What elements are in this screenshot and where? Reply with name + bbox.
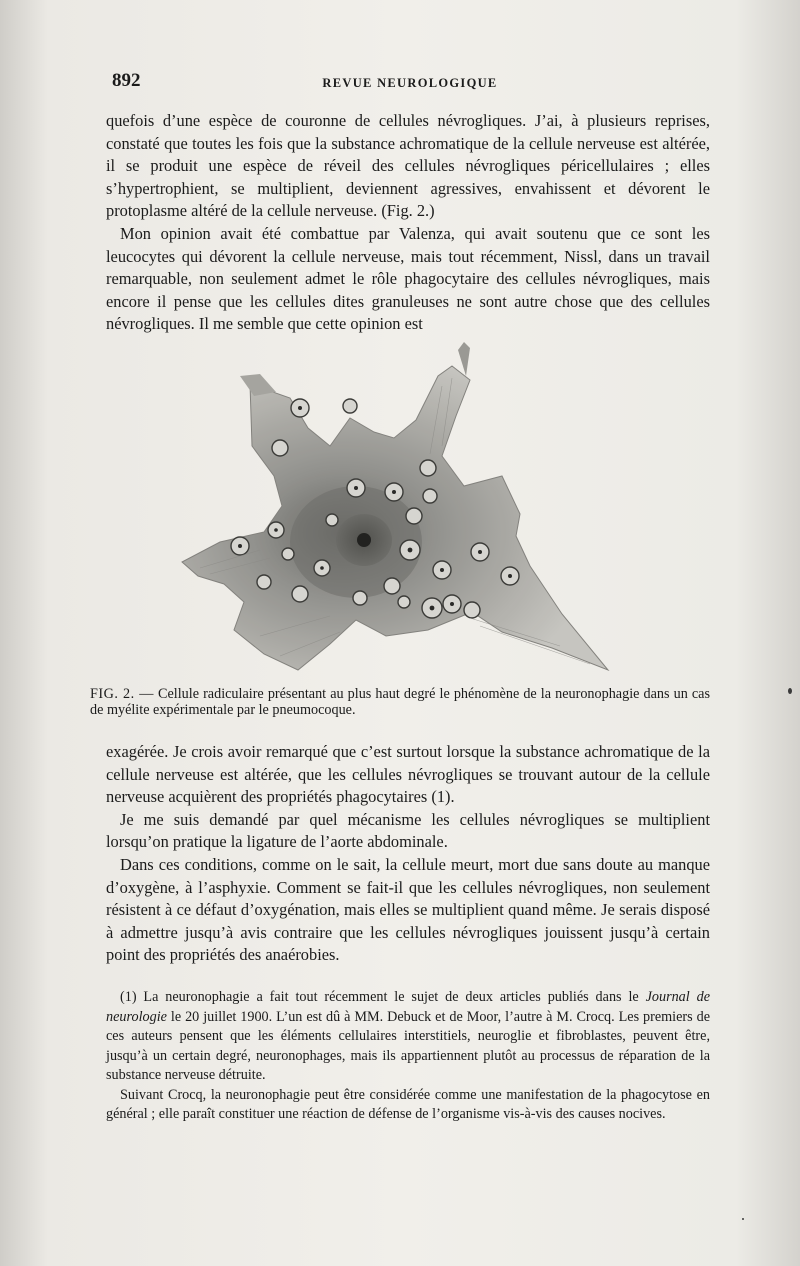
cell-nucleolus (357, 533, 371, 547)
neuroglial-nucleus (406, 508, 422, 524)
neuroglial-nucleus (343, 399, 357, 413)
neuroglial-nucleus (272, 440, 288, 456)
paragraph: Dans ces conditions, comme on le sait, la cellule meurt, mort due sans doute au manque d’oxygène, à l’asphyxie. Comment se fait-il que les cellules névrogliques, non seulement résistent à ce défaut d’oxygénation, mais elles se multiplient quand même. Je serais disposé à admettre jusqu’à avis contraire que les cellules névrogliques jouissent jusqu’à certain point des propriétés des anaérobies. (106, 854, 710, 965)
figure-caption-text: Cellule radiculaire présentant au plus haut degré le phénomène de la neuronophagie dans un cas de myélite expérimentale par le pneumocoque. (90, 686, 710, 718)
footnote-1-rest: le 20 juillet 1900. L’un est dû à MM. Debuck et de Moor, l’autre à M. Crocq. Les premiers de ces auteurs pensent que les éléments cellulaires interstitiels, neuroglie et fibroblastes, peuvent être, jusqu’à un certain degré, neuronophages, mais ils appartiennent plutôt au processus de réparation de la substance nerveuse détruite. (106, 1008, 711, 1083)
neuroglial-nucleus (292, 586, 308, 602)
page-number: 892 (112, 70, 141, 91)
body-text-bottom (106, 741, 710, 967)
figure-caption (90, 686, 710, 718)
journal-title: Journal de neurologie (106, 989, 710, 1025)
body-text-top (106, 110, 710, 336)
page-header (112, 70, 708, 94)
footnote-1-prefix: (1) La neuronophagie a fait tout récemment le sujet de deux articles publiés dans le (120, 989, 639, 1005)
neuroglial-nucleus (423, 489, 437, 503)
neuroglial-nucleus (326, 514, 338, 526)
neuroglial-nucleus (353, 591, 367, 605)
paragraph: quefois d’une espèce de couronne de cellules névrogliques. J’ai, à plusieurs reprises, constaté que toutes les fois que la substance achromatique de la cellule nerveuse est altérée, il se produit une espèce de réveil des cellules névrogliques péricellulaires ; elles s’hypertrophient, se multiplient, deviennent agressives, envahissent et dévorent le protoplasme altéré de la cellule nerveuse. (Fig. 2.) (106, 111, 710, 221)
footnotes (106, 988, 710, 1125)
neuroglial-nucleus (420, 460, 436, 476)
neuroglial-nucleus (257, 575, 271, 589)
neuroglial-nucleus (282, 548, 294, 560)
scan-speck (742, 1218, 744, 1220)
neuroglial-nucleus (464, 602, 480, 618)
scan-speck (788, 688, 792, 694)
neuroglial-nucleus (398, 596, 410, 608)
footnote-2: Suivant Crocq, la neuronophagie peut être considérée comme une manifestation de la phagocytose en général ; elle paraît constituer une réaction de défense de l’organisme vis-à-vis des causes nocives. (106, 1086, 710, 1122)
paragraph: exagérée. Je crois avoir remarqué que c’est surtout lorsque la substance achromatique de la cellule nerveuse est altérée, que les cellules névrogliques se trouvant autour de la cellule nerveuse acquièrent des propriétés phagocytaires (1). (106, 742, 710, 807)
cell-process (458, 342, 470, 376)
footnote-1 (106, 988, 710, 1086)
nerve-cell-drawing (180, 336, 640, 680)
paragraph: Mon opinion avait été combattue par Valenza, qui avait soutenu que ce sont les leucocytes qui dévorent la cellule nerveuse, mais tout récemment, Nissl, dans un travail remarquable, non seulement admet le rôle phagocytaire des cellules névrogliques, mais encore il pense que les cellules dites granuleuses ne sont autre chose que des cellules névrogliques. Il me semble que cette opinion est (106, 223, 710, 334)
figure-nerve-cell-illustration (180, 336, 640, 680)
cell-process (240, 374, 276, 396)
running-head: REVUE NEUROLOGIQUE (322, 76, 498, 90)
paragraph: Je me suis demandé par quel mécanisme les cellules névrogliques se multiplient lorsqu’on pratique la ligature de l’aorte abdominale. (106, 809, 710, 852)
neuroglial-nucleus (384, 578, 400, 594)
figure-label: FIG. 2. — (90, 686, 154, 702)
